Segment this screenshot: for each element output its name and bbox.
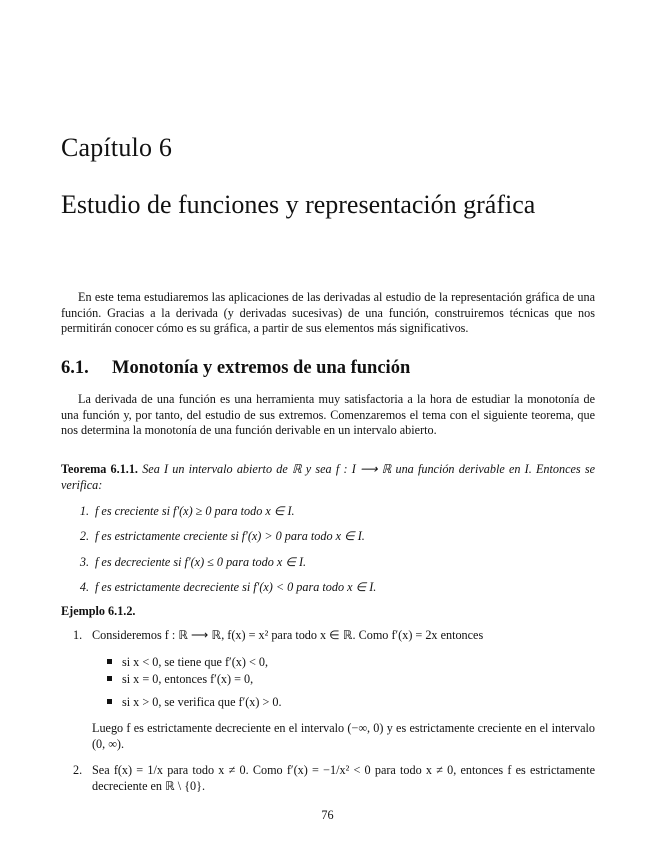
example-item-1: 1. Consideremos f : ℝ ⟶ ℝ, f(x) = x² para todo x ∈ ℝ. Como f′(x) = 2x entonces — [73, 628, 484, 642]
chapter-title: Estudio de funciones y representación gráfica — [61, 190, 536, 219]
section-number: 6.1. — [61, 358, 89, 378]
example-head: Ejemplo 6.1.2. — [61, 604, 136, 618]
theorem-item: 2. f es estrictamente creciente si f′(x) > 0 para todo x ∈ I. — [79, 529, 365, 543]
example-item-2: 2. Sea f(x) = 1/x para todo x ≠ 0. Como f′(x) = −1/x² < 0 para todo x ≠ 0, entonces f es estrictamente decreciente en ℝ \ {0}. — [73, 763, 595, 793]
theorem-head: Teorema 6.1.1. — [61, 462, 138, 476]
bullet-icon — [107, 676, 112, 681]
theorem-item: 4. f es estrictamente decreciente si f′(x) < 0 para todo x ∈ I. — [79, 580, 377, 594]
bullet-icon — [107, 699, 112, 704]
bullet-icon — [107, 659, 112, 664]
theorem-item: 1. f es creciente si f′(x) ≥ 0 para todo x ∈ I. — [79, 504, 295, 518]
section-heading — [61, 358, 410, 379]
theorem-statement: Sea I un intervalo abierto de ℝ y sea f : I ⟶ ℝ una función derivable en I. Entonces se verifica: — [61, 462, 595, 492]
bullet-item: si x > 0, se verifica que f′(x) > 0. — [107, 695, 282, 710]
section-paragraph: La derivada de una función es una herramienta muy satisfactoria a la hora de estudiar la monotonía de una función y, por tanto, del estudio de sus extremos. Comenzaremos el tema con el siguiente teorema, que nos determina la monotonía de una función derivable en un intervalo abierto. — [61, 392, 595, 437]
example-conclusion: Luego f es estrictamente decreciente en el intervalo (−∞, 0) y es estrictamente creciente en el intervalo (0, ∞). — [92, 721, 595, 751]
theorem-item: 3. f es decreciente si f′(x) ≤ 0 para todo x ∈ I. — [79, 555, 307, 569]
theorem-block — [61, 462, 595, 493]
page-number: 76 — [321, 808, 334, 822]
intro-paragraph: En este tema estudiaremos las aplicaciones de las derivadas al estudio de la representación gráfica de una función. Gracias a la derivada (y derivadas sucesivas) de una función, construiremos técnicas que nos permitirán conocer cómo es su gráfica, a partir de sus elementos más significativos. — [61, 290, 595, 335]
bullet-item: si x = 0, entonces f′(x) = 0, — [107, 672, 253, 687]
chapter-label: Capítulo 6 — [61, 133, 173, 162]
bullet-item: si x < 0, se tiene que f′(x) < 0, — [107, 655, 268, 670]
section-title: Monotonía y extremos de una función — [112, 358, 411, 378]
